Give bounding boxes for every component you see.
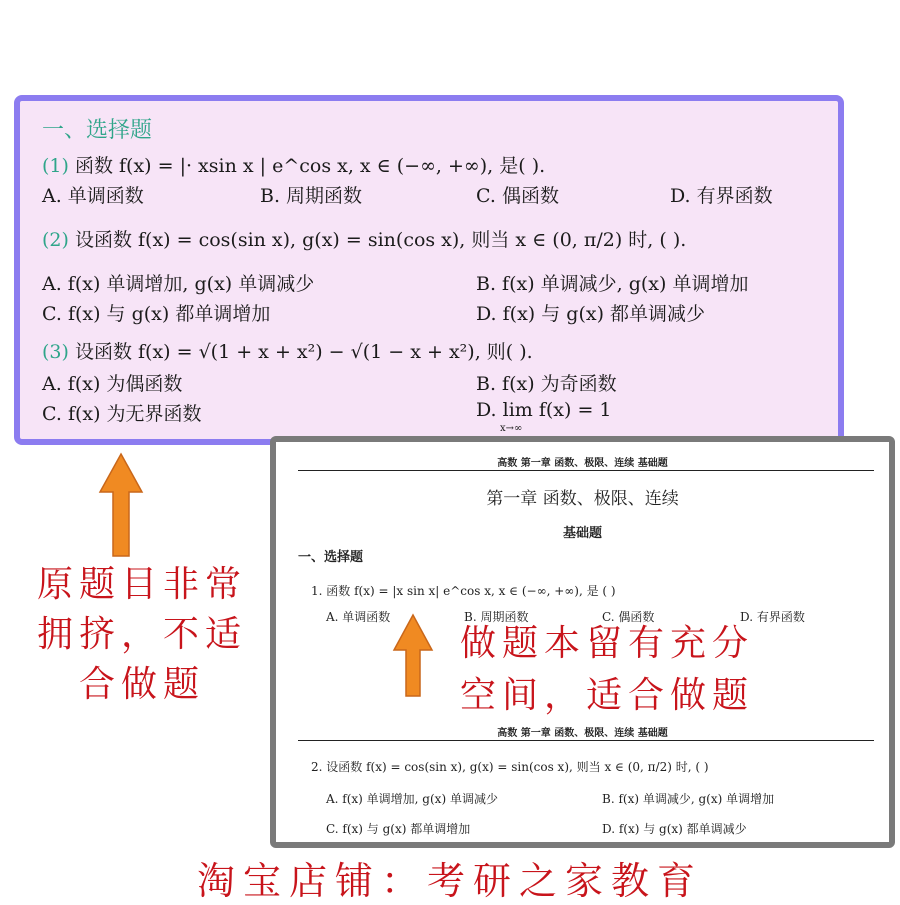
original-q3 <box>42 337 533 364</box>
original-q1 <box>42 151 545 178</box>
original-q3-option-d: D. lim f(x) = 1 <box>476 399 612 421</box>
workbook-q1-option-d: D. 有界函数 <box>740 610 805 624</box>
original-q2-text: 设函数 f(x) = cos(sin x), g(x) = sin(cos x), 则当 x ∈ (0, π/2) 时, ( ). <box>74 229 687 251</box>
original-q2-option-a: A. f(x) 单调增加, g(x) 单调减少 <box>42 273 315 295</box>
header-rule <box>298 470 874 471</box>
original-q1-option-a: A. 单调函数 <box>42 185 144 207</box>
right-caption-line-2: 空间，适合做题 <box>460 675 755 716</box>
original-q1-option-c: C. 偶函数 <box>476 185 559 207</box>
original-q3-number: (3) <box>42 341 69 363</box>
up-arrow-right-icon <box>390 612 436 698</box>
original-q1-option-b: B. 周期函数 <box>260 185 363 207</box>
left-caption-line-2: 拥挤，不适 <box>36 614 247 655</box>
right-caption <box>460 618 754 722</box>
original-q1-option-d: D. 有界函数 <box>670 185 773 207</box>
original-q1-number: (1) <box>42 155 69 177</box>
original-q3-limit-subscript: x→∞ <box>500 423 523 434</box>
workbook-q2-option-c: C. f(x) 与 g(x) 都单调增加 <box>326 822 471 836</box>
shop-footer: 淘宝店铺：考研之家教育 <box>196 859 703 903</box>
up-arrow-left-icon <box>96 450 146 560</box>
workbook-q2: 2. 设函数 f(x) = cos(sin x), g(x) = sin(cos x), 则当 x ∈ (0, π/2) 时, ( ) <box>311 760 709 774</box>
workbook-q1-option-b: B. 周期函数 <box>464 610 529 624</box>
workbook-q2-option-a: A. f(x) 单调增加, g(x) 单调减少 <box>326 792 498 806</box>
workbook-q1-option-c: C. 偶函数 <box>602 610 655 624</box>
original-q3-option-b: B. f(x) 为奇函数 <box>476 373 617 395</box>
original-q3-text: 设函数 f(x) = √(1 + x + x²) − √(1 − x + x²), 则( ). <box>74 341 533 363</box>
original-q3-option-a: A. f(x) 为偶函数 <box>42 373 183 395</box>
basic-heading: 基础题 <box>562 526 602 541</box>
right-caption-line-1: 做题本留有充分 <box>460 623 755 664</box>
original-section-title: 一、选择题 <box>42 118 153 143</box>
original-q2-number: (2) <box>42 229 69 251</box>
workbook-q2-option-b: B. f(x) 单调减少, g(x) 单调增加 <box>602 792 775 806</box>
left-caption-line-3: 合做题 <box>78 664 205 705</box>
original-problem-panel <box>14 95 844 445</box>
workbook-section-title: 一、选择题 <box>298 550 364 565</box>
original-q2-option-b: B. f(x) 单调减少, g(x) 单调增加 <box>476 273 749 295</box>
workbook-running-header: 高数 第一章 函数、极限、连续 基础题 <box>497 458 668 469</box>
workbook-q1: 1. 函数 f(x) = |x sin x| e^cos x, x ∈ (−∞, +∞), 是 ( ) <box>311 584 616 598</box>
original-q2-option-c: C. f(x) 与 g(x) 都单调增加 <box>42 303 271 325</box>
left-caption-line-1: 原题目非常 <box>36 564 247 605</box>
original-q1-text: 函数 f(x) = |· xsin x | e^cos x, x ∈ (−∞, +∞), 是( ). <box>74 155 546 177</box>
chapter-title: 第一章 函数、极限、连续 <box>486 489 679 509</box>
workbook-running-header-2: 高数 第一章 函数、极限、连续 基础题 <box>497 728 668 739</box>
workbook-q1-option-a: A. 单调函数 <box>326 610 391 624</box>
workbook-q2-option-d: D. f(x) 与 g(x) 都单调减少 <box>602 822 747 836</box>
left-caption <box>22 560 262 710</box>
original-q2-option-d: D. f(x) 与 g(x) 都单调减少 <box>476 303 706 325</box>
original-q3-option-c: C. f(x) 为无界函数 <box>42 403 202 425</box>
header-rule-2 <box>298 740 874 741</box>
original-q2 <box>42 225 686 252</box>
